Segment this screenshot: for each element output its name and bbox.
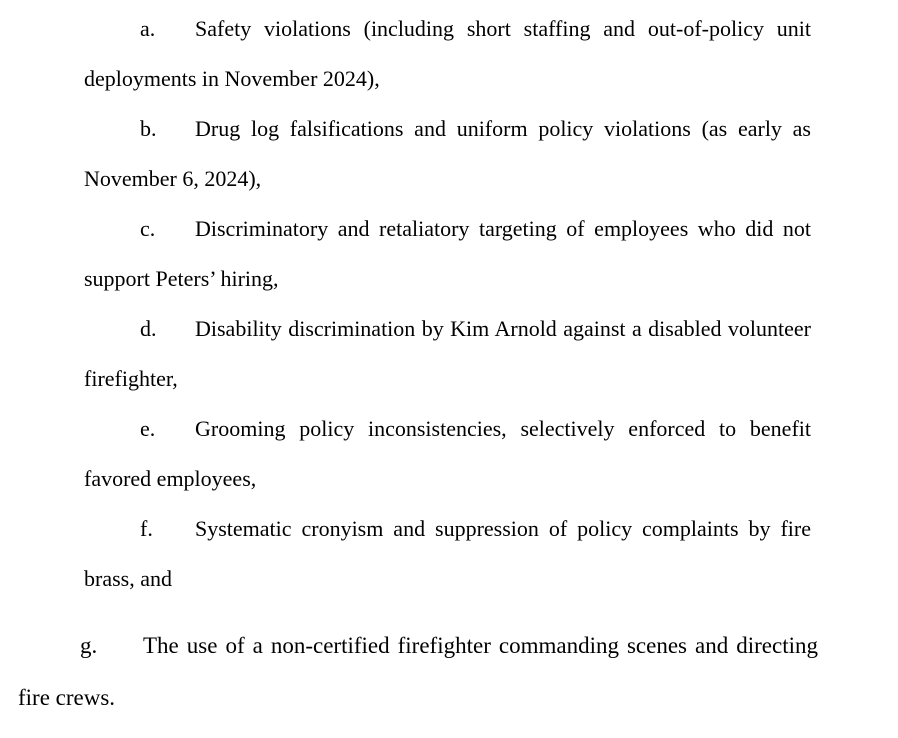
list-item-a [84,4,811,104]
list-item-a-line-2: deployments in November 2024), [84,66,380,91]
list-item-e-line-2: favored employees, [84,466,257,491]
list-item-c-line-2: support Peters’ hiring, [84,266,279,291]
list-item-b [84,104,811,204]
list-item-e [84,404,811,504]
list-item-b-line-2: November 6, 2024), [84,166,262,191]
list-item-g-line-2: fire crews. [18,685,116,710]
list-item-c-line-1 [84,204,811,254]
list-item-g-text: The use of a non-certified firefighter commanding scenes and directing [143,633,818,658]
list-item-e-letter: e. [140,416,156,441]
list-item-d [84,304,811,404]
lettered-list [84,4,811,604]
list-item-c [84,204,811,304]
list-item-d-letter: d. [140,316,157,341]
list-item-f-line-2: brass, and [84,566,172,591]
list-item-c-letter: c. [140,216,156,241]
list-item-f [84,504,811,604]
list-item-f-letter: f. [140,516,153,541]
list-item-e-text: Grooming policy inconsistencies, selectively enforced to benefit [195,416,811,441]
list-item-e-line-1 [84,404,811,454]
list-item-g-letter: g. [80,633,98,658]
list-item-g-line-1 [18,620,818,672]
list-item-c-text: Discriminatory and retaliatory targeting of employees who did not [195,216,811,241]
list-item-f-line-1 [84,504,811,554]
list-item-a-line-1 [84,4,811,54]
list-item-g [18,620,818,724]
list-item-d-text: Disability discrimination by Kim Arnold against a disabled volunteer [195,316,811,341]
list-item-d-line-2: firefighter, [84,366,178,391]
list-item-b-text: Drug log falsifications and uniform policy violations (as early as [195,116,811,141]
list-item-f-text: Systematic cronyism and suppression of policy complaints by fire [195,516,811,541]
list-item-a-letter: a. [140,16,156,41]
list-item-a-text: Safety violations (including short staffing and out-of-policy unit [195,16,811,41]
list-item-d-line-1 [84,304,811,354]
list-item-b-letter: b. [140,116,157,141]
list-item-b-line-1 [84,104,811,154]
